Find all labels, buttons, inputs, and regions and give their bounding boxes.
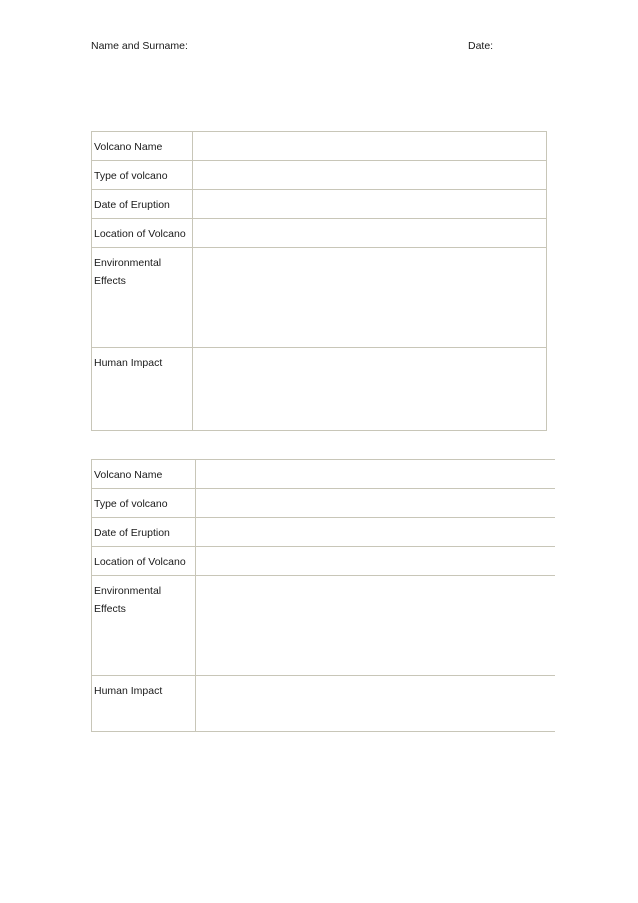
volcano-name-label-cell: [92, 460, 196, 489]
table-row: [92, 348, 547, 431]
location-of-volcano-label-cell: [92, 219, 193, 248]
table-row: [92, 190, 547, 219]
type-of-volcano-value: [193, 161, 546, 189]
location-of-volcano-label: Location of Volcano: [94, 228, 186, 240]
location-of-volcano-field[interactable]: [196, 547, 556, 576]
table-row: [92, 248, 547, 348]
volcano-name-value: [193, 132, 546, 160]
date-of-eruption-label: Date of Eruption: [94, 527, 170, 539]
environmental-effects-label: Environmental Effects: [94, 257, 162, 287]
table-row: [92, 219, 547, 248]
date-label: Date:: [468, 40, 494, 52]
date-of-eruption-label: Date of Eruption: [94, 199, 170, 211]
location-of-volcano-label-cell: [92, 547, 196, 576]
date-of-eruption-label-cell: [92, 518, 196, 547]
human-impact-field[interactable]: [196, 676, 556, 732]
location-of-volcano-field[interactable]: [193, 219, 547, 248]
type-of-volcano-label: Type of volcano: [94, 498, 168, 510]
type-of-volcano-label: Type of volcano: [94, 170, 168, 182]
environmental-effects-field[interactable]: [196, 576, 556, 676]
table-row: [92, 518, 556, 547]
human-impact-label: Human Impact: [94, 685, 163, 697]
human-impact-value: [193, 348, 546, 430]
date-of-eruption-label-cell: [92, 190, 193, 219]
volcano-name-label-cell: [92, 132, 193, 161]
table-row: [92, 132, 547, 161]
name-and-surname-label: Name and Surname:: [91, 40, 188, 52]
volcano-name-field[interactable]: [193, 132, 547, 161]
type-of-volcano-label-cell: [92, 489, 196, 518]
human-impact-label-cell: [92, 676, 196, 732]
volcano-table-1: [91, 131, 547, 431]
volcano-name-label: Volcano Name: [94, 469, 163, 481]
date-of-eruption-value: [196, 518, 555, 546]
type-of-volcano-value: [196, 489, 555, 517]
table-row: [92, 161, 547, 190]
location-of-volcano-label: Location of Volcano: [94, 556, 186, 568]
volcano-table-2: [91, 459, 555, 732]
type-of-volcano-field[interactable]: [196, 489, 556, 518]
location-of-volcano-value: [196, 547, 555, 575]
table-row: [92, 576, 556, 676]
volcano-name-label: Volcano Name: [94, 141, 163, 153]
environmental-effects-value: [196, 576, 555, 675]
type-of-volcano-field[interactable]: [193, 161, 547, 190]
table-row: [92, 676, 556, 732]
volcano-name-field[interactable]: [196, 460, 556, 489]
table-row: [92, 460, 556, 489]
location-of-volcano-value: [193, 219, 546, 247]
date-of-eruption-field[interactable]: [196, 518, 556, 547]
table-row: [92, 489, 556, 518]
date-of-eruption-value: [193, 190, 546, 218]
human-impact-label-cell: [92, 348, 193, 431]
human-impact-value: [196, 676, 555, 731]
environmental-effects-value: [193, 248, 546, 347]
environmental-effects-label-cell: [92, 576, 196, 676]
volcano-name-value: [196, 460, 555, 488]
type-of-volcano-label-cell: [92, 161, 193, 190]
table-row: [92, 547, 556, 576]
environmental-effects-field[interactable]: [193, 248, 547, 348]
environmental-effects-label-cell: [92, 248, 193, 348]
human-impact-field[interactable]: [193, 348, 547, 431]
date-of-eruption-field[interactable]: [193, 190, 547, 219]
human-impact-label: Human Impact: [94, 357, 163, 369]
environmental-effects-label: Environmental Effects: [94, 585, 162, 615]
